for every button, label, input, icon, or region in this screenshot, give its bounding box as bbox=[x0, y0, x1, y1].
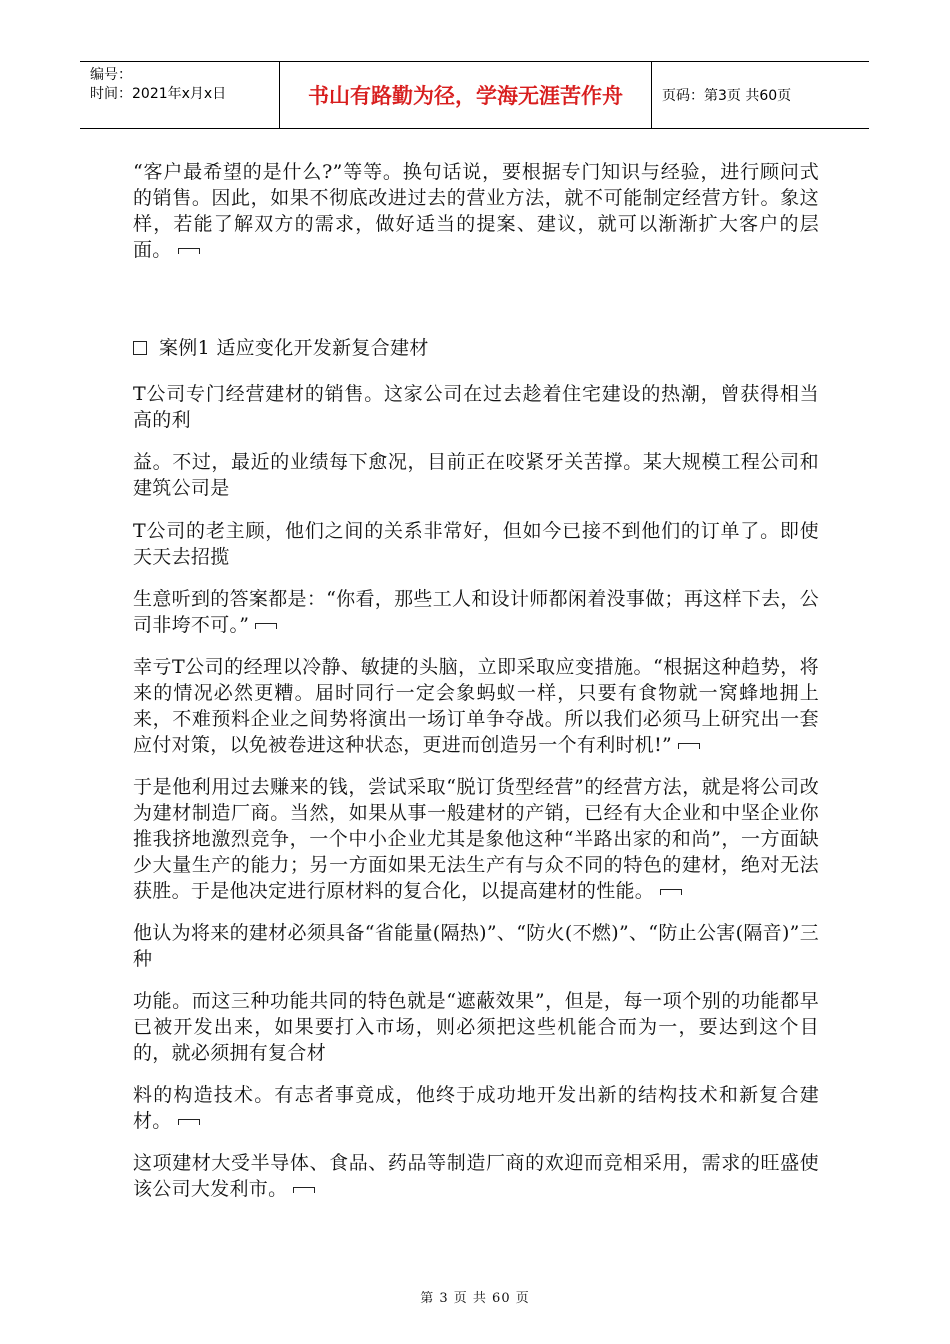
paragraph-10: 料的构造技术。有志者事竟成，他终于成功地开发出新的结构技术和新复合建材。 bbox=[133, 1084, 819, 1132]
paragraph-5: 生意听到的答案都是：“你看，那些工人和设计师都闲着没事做；再这样下去，公司非垮不可。” bbox=[133, 588, 819, 636]
paragraph-8: 他认为将来的建材必须具备“省能量(隔热)”、“防火(不燃)”、“防止公害(隔音)”三种 bbox=[133, 922, 819, 970]
page-footer: 第 3 页 共 60 页 bbox=[420, 1291, 530, 1306]
number-label: 编号： bbox=[90, 67, 132, 83]
paragraph-11: 这项建材大受半导体、食品、药品等制造厂商的欢迎而竞相采用，需求的旺盛使该公司大发利市。 bbox=[133, 1152, 819, 1200]
motto-text: 书山有路勤为径，学海无涯苦作舟 bbox=[308, 84, 623, 108]
header-page-cell bbox=[652, 62, 869, 128]
time-label: 时间：2021年x月x日 bbox=[90, 86, 227, 102]
paragraph-7: 于是他利用过去赚来的钱，尝试采取“脱订货型经营”的经营方法，就是将公司改为建材制造厂商。当然，如果从事一般建材的产销，已经有大企业和中坚企业你推我挤地激烈竞争，一个中小企业尤其是象他这种“半路出家的和尚”，一方面缺少大量生产的能力；另一方面如果无法生产有与众不同的特色的建材，绝对无法获胜。于是他决定进行原材料的复合化，以提高建材的性能。 bbox=[133, 776, 819, 902]
paragraph-mark-icon bbox=[255, 623, 277, 629]
paragraph-mark-icon bbox=[678, 743, 700, 749]
paragraph-3: 益。不过，最近的业绩每下愈况，目前正在咬紧牙关苦撑。某大规模工程公司和建筑公司是 bbox=[133, 451, 819, 499]
paragraph-9: 功能。而这三种功能共同的特色就是“遮蔽效果”，但是，每一项个别的功能都早已被开发出来，如果要打入市场，则必须把这些机能合而为一，要达到这个目的，就必须拥有复合材 bbox=[133, 990, 819, 1064]
paragraph-4: T公司的老主顾，他们之间的关系非常好，但如今已接不到他们的订单了。即使天天去招揽 bbox=[133, 520, 819, 568]
header-table bbox=[80, 61, 869, 129]
document-body bbox=[133, 159, 819, 1202]
paragraph-1: “客户最希望的是什么?”等等。换句话说，要根据专门知识与经验，进行顾问式的销售。因此，如果不彻底改进过去的营业方法，就不可能制定经营方针。象这样，若能了解双方的需求，做好适当的提案、建议，就可以渐渐扩大客户的层面。 bbox=[133, 161, 819, 261]
paragraph-mark-icon bbox=[660, 889, 682, 895]
paragraph-mark-icon bbox=[178, 248, 200, 254]
paragraph-mark-icon bbox=[293, 1187, 315, 1193]
paragraph-6: 幸亏T公司的经理以冷静、敏捷的头脑，立即采取应变措施。“根据这种趋势，将来的情况必然更糟。届时同行一定会象蚂蚁一样，只要有食物就一窝蜂地拥上来，不难预料企业之间势将演出一场订单争夺战。所以我们必须马上研究出一套应付对策，以免被卷进这种状态，更进而创造另一个有利时机!” bbox=[133, 656, 819, 756]
header-motto-cell bbox=[280, 62, 652, 128]
page-info: 页码：第3页 共60页 bbox=[662, 88, 792, 104]
case-heading: 案例1 适应变化开发新复合建材 bbox=[133, 335, 819, 361]
paragraph-mark-icon bbox=[178, 1119, 200, 1125]
checkbox-icon bbox=[133, 341, 147, 355]
paragraph-2: T公司专门经营建材的销售。这家公司在过去趁着住宅建设的热潮，曾获得相当高的利 bbox=[133, 383, 819, 431]
header-meta-cell bbox=[80, 62, 280, 128]
